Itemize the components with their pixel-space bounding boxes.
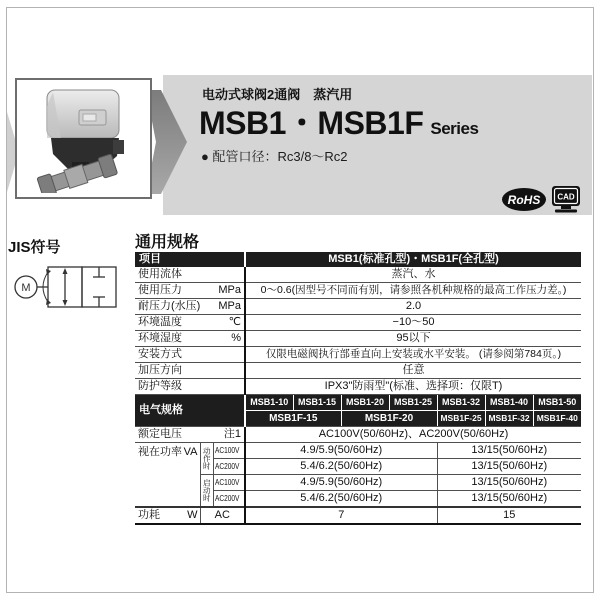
product-photo	[15, 78, 152, 199]
row-value: 2.0	[245, 299, 581, 315]
row-value: 4.9/5.9(50/60Hz)	[245, 443, 437, 459]
row-value: AC100V(50/60Hz)、AC200V(50/60Hz)	[245, 427, 581, 443]
table-row	[135, 379, 581, 395]
row-label: 使用流体	[135, 267, 245, 283]
section-title: 通用规格	[135, 234, 200, 251]
row-label: 环境湿度 %	[135, 331, 245, 347]
table-row	[135, 363, 581, 379]
product-title	[199, 98, 478, 144]
row-value: 4.9/5.9(50/60Hz)	[245, 475, 437, 491]
row-label: 环境温度 ℃	[135, 315, 245, 331]
table-header-row	[135, 252, 581, 267]
current-type-label: AC	[200, 507, 245, 524]
row-label: 使用压力 MPa	[135, 283, 245, 299]
row-label: 加压方向	[135, 363, 245, 379]
row-value: 5.4/6.2(50/60Hz)	[245, 491, 437, 508]
rated-voltage-row	[135, 427, 581, 443]
svg-text:M: M	[21, 282, 31, 294]
row-value: 仅限电磁阀执行部垂直向上安装或水平安装。 (请参阅第784页。)	[245, 347, 581, 363]
row-label: 功耗 W	[135, 507, 200, 524]
row-label: 额定电压 注1	[135, 427, 245, 443]
rohs-badge-icon: RoHS	[502, 188, 546, 211]
apparent-power-row	[135, 443, 581, 459]
mode-operating: 动作时	[200, 443, 213, 475]
model-header: MSB1-15	[293, 395, 341, 411]
table-row	[135, 299, 581, 315]
row-value: 13/15(50/60Hz)	[437, 443, 581, 459]
model-header: MSB1-25	[389, 395, 437, 411]
model-header: MSB1F-40	[533, 411, 581, 427]
table-row	[135, 331, 581, 347]
row-value: 15	[437, 507, 581, 524]
product-subtitle: 电动式球阀2通阀 蒸汽用	[202, 87, 353, 102]
row-value: 13/15(50/60Hz)	[437, 459, 581, 475]
model-header: MSB1F-20	[341, 411, 437, 427]
svg-text:CAD: CAD	[557, 192, 575, 202]
product-title-main: MSB1・MSB1F	[199, 105, 424, 141]
row-value: 13/15(50/60Hz)	[437, 491, 581, 508]
model-header: MSB1F-25	[437, 411, 485, 427]
row-value: 5.4/6.2(50/60Hz)	[245, 459, 437, 475]
jis-symbol-label: JIS符号	[8, 239, 61, 256]
electrical-section-label: 电气规格	[135, 395, 245, 427]
model-header: MSB1-32	[437, 395, 485, 411]
product-title-series: Series	[430, 119, 479, 138]
row-label: 安装方式	[135, 347, 245, 363]
row-label: 耐压力(水压) MPa	[135, 299, 245, 315]
row-label: 防护等级	[135, 379, 245, 395]
row-value: IPX3"防雨型"(标准、选择项：仅限T)	[245, 379, 581, 395]
apparent-power-row	[135, 475, 581, 491]
row-value: 蒸汽、水	[245, 267, 581, 283]
model-header: MSB1-40	[485, 395, 533, 411]
table-row	[135, 347, 581, 363]
col-header-item: 项目	[135, 252, 245, 267]
row-value: 0～0.6(因型号不同而有别，请参照各机种规格的最高工作压力差。)	[245, 283, 581, 299]
header-arrow-icon	[146, 86, 190, 198]
power-consumption-row	[135, 507, 581, 524]
voltage-label: AC100V	[213, 443, 245, 459]
voltage-label: AC100V	[213, 475, 245, 491]
row-label: 视在功率 VA	[135, 443, 200, 508]
row-value: 95以下	[245, 331, 581, 347]
cad-icon	[551, 185, 581, 213]
spec-table	[135, 252, 581, 525]
electrical-header-row1	[135, 395, 581, 411]
row-value: −10～50	[245, 315, 581, 331]
col-header-value: MSB1(标准孔型)・MSB1F(全孔型)	[245, 252, 581, 267]
mode-starting: 启动时	[200, 475, 213, 508]
model-header: MSB1-50	[533, 395, 581, 411]
table-row	[135, 283, 581, 299]
model-header: MSB1F-32	[485, 411, 533, 427]
model-header: MSB1-20	[341, 395, 389, 411]
table-row	[135, 315, 581, 331]
row-value: 7	[245, 507, 437, 524]
voltage-label: AC200V	[213, 491, 245, 508]
row-value: 13/15(50/60Hz)	[437, 475, 581, 491]
model-header: MSB1-10	[245, 395, 293, 411]
model-header: MSB1F-15	[245, 411, 341, 427]
pipe-size-line: ● 配管口径：Rc3/8～Rc2	[201, 149, 348, 164]
voltage-label: AC200V	[213, 459, 245, 475]
valve-photo-illustration	[17, 80, 146, 193]
row-value: 任意	[245, 363, 581, 379]
jis-motor-valve-symbol	[4, 258, 122, 316]
table-row	[135, 267, 581, 283]
